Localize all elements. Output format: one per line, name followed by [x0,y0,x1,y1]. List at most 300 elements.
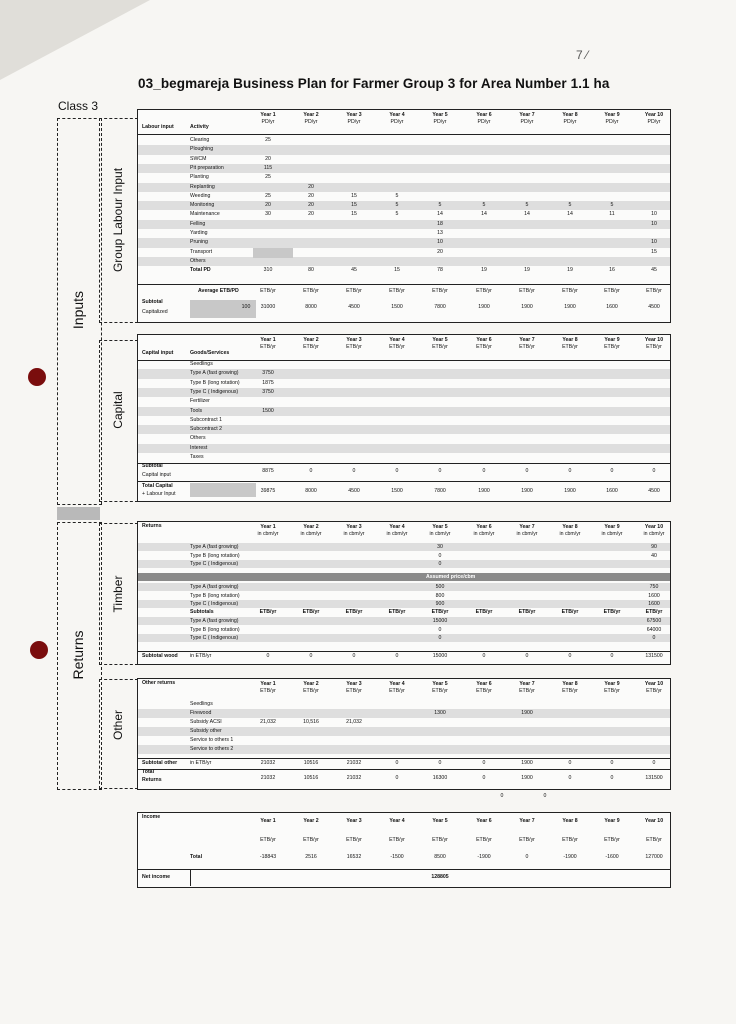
unit-header: ETB/yr [561,609,579,615]
year5-cell: 500 [435,584,445,590]
activity-label: Replanting [190,183,215,190]
unit-header: ETB/yr [260,688,276,694]
labour-row [138,173,670,182]
value-cell: 15 [651,248,657,255]
income-total-cell: 127000 [645,854,663,860]
other-row [138,727,670,736]
year-header: Year 3 [346,818,362,824]
unit-header: PD/yr [304,119,318,125]
unit-header: in cbm/yr [516,531,538,537]
subtotal-cell: 1900 [521,760,533,766]
year5-cell: 0 [438,561,442,567]
capital-row [138,379,670,388]
other-row [138,745,670,754]
subtotal-rule [138,463,670,464]
subtotal-cell: 0 [568,653,572,659]
labour-row [138,210,670,219]
timber-returns-table [137,521,671,665]
value-cell: 20 [265,202,271,209]
subtotal-wood-unit: in ETB/yr [190,653,212,659]
value-cell: 5 [610,202,614,209]
type-label: Type B (long rotation) [190,552,240,559]
total-cell: 1900 [478,488,490,494]
below-value: 0 [543,793,547,799]
goods-label: Taxes [190,454,204,460]
unit-header: ETB/yr [476,837,492,843]
punch-hole-bottom [30,641,48,659]
year-header: Year 9 [604,681,620,687]
labour-input-table [137,109,671,323]
inputs-label: Inputs [70,290,86,330]
value-cell: 19 [481,267,487,274]
year5-cell: 30 [437,544,443,550]
unit-header: ETB/yr [646,837,662,843]
year10-cell: 67500 [646,618,662,624]
subtotal-wood-label: Subtotal wood [142,653,178,659]
total-cell: 4500 [348,488,360,494]
unit-header: ETB/yr [388,609,406,615]
subtotal-cell: 0 [610,468,614,474]
unit-header: ETB/yr [260,837,276,843]
subtotal-cell: 0 [482,653,486,659]
year-header: Year 10 [644,524,664,530]
year-header: Year 7 [519,681,535,687]
unit-header: ETB/yr [432,688,448,694]
capital-subtotal-label-2: Capital input [142,472,171,478]
value-cell: 10 [651,220,657,227]
subtotal-cell: 0 [395,760,399,766]
year5-cell: 800 [435,592,445,599]
activity-label: Pruning [190,239,208,246]
subtotal-cell: 1900 [564,304,576,310]
income-table [137,812,671,888]
subtotal-cell: 0 [610,653,614,659]
capital-label: Capital [111,391,125,429]
activity-label: Weeding [190,192,211,199]
value-cell: 21,032 [260,719,276,725]
unit-header: in cbm/yr [257,531,279,537]
year-header: Year 2 [303,524,319,530]
page-fold [0,0,150,80]
subtotal-cell: 21032 [260,760,276,766]
year-header: Year 8 [562,112,578,118]
unit-header: ETB/yr [431,609,449,615]
income-total-cell: -1900 [563,854,577,860]
capitalized-label: Capitalized [142,309,168,315]
total-cell: 7800 [434,488,446,494]
goods-label: Seedlings [190,361,213,367]
goods-label: Type B (long rotation) [190,379,240,386]
value-cell: 30 [265,211,271,218]
subtotal-cell: 0 [395,468,399,474]
value-cell: 310 [263,267,273,274]
value-cell: 15 [394,267,400,274]
type-label: Type C ( Indigenous) [190,561,239,567]
unit-header: PD/yr [477,119,491,125]
value-cell: 20 [265,155,271,162]
goods-label: Others [190,435,206,442]
year10-cell: 40 [651,552,657,559]
value-cell: 5 [395,202,399,209]
income-total-cell: 16532 [346,854,362,860]
value-cell: 10 [651,239,657,246]
unit-header: in cbm/yr [643,531,665,537]
unit-header: ETB/yr [646,688,662,694]
capital-row [138,434,670,443]
value-cell: 25 [265,137,271,143]
subtotal-cell: 0 [352,468,356,474]
year-header: Year 1 [260,337,276,343]
value-cell: 14 [481,211,487,218]
year-header: Year 2 [303,818,319,824]
labour-row [138,257,670,266]
returns-heading: Returns [142,523,162,529]
subtotal-cell: 21032 [346,760,362,766]
activity-label: Maintenance [190,211,220,218]
year-header: Year 9 [604,818,620,824]
value-cell: 20 [437,248,443,255]
subtotal-label: Subtotal [142,299,163,305]
other-returns-heading: Other returns [142,680,176,686]
subtotal-cell: 31000 [260,304,276,310]
total-cell: 4500 [648,488,660,494]
value-cell: 15 [351,211,357,218]
value-cell: 20 [308,183,314,190]
other-label: Subsidy other [190,728,222,734]
timber-value-row [138,626,670,634]
value-cell: 11 [609,211,615,218]
year-header: Year 3 [346,112,362,118]
subtotal-cell: 0 [652,468,656,474]
unit-header: ETB/yr [562,288,578,294]
year-header: Year 8 [562,337,578,343]
unit-header: ETB/yr [303,344,319,350]
unit-header: ETB/yr [346,688,362,694]
total-cell: 1900 [521,775,533,781]
total-rule [138,769,670,770]
unit-header: ETB/yr [519,837,535,843]
labour-row [138,248,670,257]
subtotal-cell: 15000 [432,653,448,659]
other-row [138,718,670,727]
subtotal-cell: 8875 [262,468,274,474]
year-header: Year 10 [644,337,664,343]
unit-header: in cbm/yr [300,531,322,537]
total-cell: 16300 [432,775,448,781]
value-cell: 1875 [262,379,274,386]
unit-header: ETB/yr [389,837,405,843]
value-cell: 20 [308,211,314,218]
year-header: Year 1 [260,681,276,687]
total-cell: 21032 [260,775,276,781]
value-cell: 25 [265,174,271,181]
unit-header: ETB/yr [518,609,536,615]
income-total-cell: 8500 [434,854,446,860]
year-header: Year 4 [389,112,405,118]
subtotal-cell: 4500 [648,304,660,310]
value-cell: 25 [265,192,271,199]
total-cell: 1500 [391,488,403,494]
unit-header: in cbm/yr [473,531,495,537]
timber-price-row [138,583,670,591]
punch-hole-top [28,368,46,386]
year-header: Year 3 [346,681,362,687]
value-cell: 5 [438,202,442,209]
subtotal-cell: 0 [438,468,442,474]
unit-header: ETB/yr [476,288,492,294]
value-cell: 21,032 [346,719,362,725]
unit-header: ETB/yr [260,288,276,294]
unit-header: PD/yr [520,119,534,125]
year-header: Year 6 [476,112,492,118]
value-cell: 13 [437,230,443,236]
labour-row [138,192,670,201]
year-header: Year 10 [644,112,664,118]
other-label: Service to others 1 [190,737,234,743]
total-cell: 0 [610,775,614,781]
subtotal-cell: 0 [266,653,270,659]
income-total-cell: -18843 [259,854,277,860]
subtotal-other-label: Subtotal other [142,760,178,766]
activity-label: Total PD [190,267,211,274]
labour-input-heading: Labour input [142,124,174,130]
unit-header: PD/yr [390,119,404,125]
type-label: Type A (fast growing) [190,584,239,590]
value-cell: 5 [395,211,399,218]
year-header: Year 6 [476,524,492,530]
value-cell: 3750 [262,370,274,377]
timber-price-row [138,600,670,608]
value-cell: 15 [351,192,357,199]
unit-header: ETB/yr [476,688,492,694]
income-total-cell: -1600 [605,854,619,860]
subtotal-cell: 7800 [434,304,446,310]
year5-cell: 15000 [432,618,448,624]
capital-row [138,453,670,462]
handwritten-mark: 7 ⁄ [576,48,589,62]
value-cell: 1500 [262,407,274,414]
timber-volume-row [138,560,670,568]
goods-label: Subcontract 1 [190,416,223,423]
year-header: Year 6 [476,337,492,343]
subtotal-cell: 0 [309,653,313,659]
year-header: Year 8 [562,524,578,530]
activity-label: Felling [190,220,206,227]
unit-header: ETB/yr [646,288,662,294]
unit-header: ETB/yr [260,344,276,350]
group-labour-input-label: Group Labour Input [111,167,125,273]
capital-row [138,425,670,434]
below-value: 0 [500,793,504,799]
unit-header: ETB/yr [302,609,320,615]
subtotal-cell: 1900 [478,304,490,310]
income-total-cell: -1900 [477,854,491,860]
labour-row [138,183,670,192]
value-cell: 14 [437,211,443,218]
activity-label: Transport [190,248,213,255]
capital-row [138,444,670,453]
income-total-cell: 0 [525,854,529,860]
total-cell: 10516 [303,775,319,781]
goods-label: Fertilizer [190,398,210,405]
value-cell: 19 [567,267,573,274]
unit-header: ETB/yr [389,344,405,350]
subtotal-cell: 1500 [391,304,403,310]
labour-row [138,238,670,247]
subtotal-cell: 0 [482,760,486,766]
unit-header: in cbm/yr [343,531,365,537]
total-cell: 1900 [521,488,533,494]
unit-header: ETB/yr [346,837,362,843]
income-heading: Income [142,814,161,820]
total-shade [190,483,256,497]
year-header: Year 1 [260,524,276,530]
year-header: Year 6 [476,681,492,687]
labour-row [138,201,670,210]
avg-value: 100 [241,304,251,310]
total-cell: 0 [482,775,486,781]
value-cell: 45 [351,267,357,274]
total-cell: 1900 [564,488,576,494]
capital-input-table [137,334,671,502]
total-capital-label-2: + Labour Input [142,491,176,497]
year10-cell: 64000 [646,626,662,633]
value-cell: 5 [482,202,486,209]
value-cell: 10 [651,211,657,218]
unit-header: ETB/yr [562,344,578,350]
activity-label: Ploughing [190,146,214,153]
value-cell: 15 [351,202,357,209]
value-cell: 1900 [521,710,533,716]
year-header: Year 3 [346,524,362,530]
value-cell: 20 [308,192,314,199]
unit-header: ETB/yr [646,344,662,350]
capital-input-heading: Capital input [142,350,174,356]
subtotal-cell: 0 [395,653,399,659]
other-label: Service to others 2 [190,746,234,752]
subtotal-cell: 8000 [305,304,317,310]
other-row [138,700,670,709]
subtotal-cell: 0 [568,468,572,474]
year5-cell: 0 [438,626,442,633]
year-header: Year 9 [604,112,620,118]
total-returns-label: Total [142,769,155,775]
unit-header: ETB/yr [432,344,448,350]
goods-label: Type A (fast growing) [190,370,239,377]
value-cell: 5 [525,202,529,209]
value-cell: 14 [524,211,530,218]
subtotal-cell: 0 [652,760,656,766]
total-cell: 21032 [346,775,362,781]
income-total-cell: 2516 [305,854,317,860]
class-label: Class 3 [58,99,99,113]
value-cell: 14 [567,211,573,218]
subtotal-cell: 0 [352,653,356,659]
year-header: Year 1 [260,112,276,118]
other-label: Firewood [190,710,212,716]
total-cell: 1600 [606,488,618,494]
unit-header: ETB/yr [519,688,535,694]
other-label: Other [111,710,125,741]
capital-row [138,360,670,369]
year-header: Year 10 [644,681,664,687]
timber-volume-row [138,552,670,560]
unit-header: ETB/yr [345,609,363,615]
unit-header: PD/yr [605,119,619,125]
transport-shade [253,248,293,258]
other-returns-table [137,678,671,790]
subtotal-cell: 0 [482,468,486,474]
returns-label: Returns [70,630,86,680]
total-capital-label: Total Capital [142,483,173,489]
unit-header: PD/yr [261,119,275,125]
year-header: Year 2 [303,112,319,118]
year-header: Year 5 [432,681,448,687]
year5-cell: 0 [438,635,442,641]
unit-header: ETB/yr [519,288,535,294]
year5-cell: 900 [435,601,445,607]
year10-cell: 0 [652,635,656,641]
activity-heading: Activity [190,124,209,130]
separator-block [57,507,100,520]
unit-header: in cbm/yr [386,531,408,537]
value-cell: 16 [609,267,615,274]
subtotal-rule [138,284,670,285]
year-header: Year 4 [389,818,405,824]
unit-header: ETB/yr [346,288,362,294]
other-label: Seedlings [190,701,213,707]
capital-row [138,388,670,397]
labour-row [138,136,670,145]
net-income-label: Net income [142,874,170,880]
year-header: Year 7 [519,818,535,824]
total-cell: 8000 [305,488,317,494]
year-header: Year 5 [432,818,448,824]
goods-heading: Goods/Services [190,350,230,356]
value-cell: 78 [437,267,443,274]
year-header: Year 7 [519,524,535,530]
type-label: Type B (long rotation) [190,626,240,633]
year-header: Year 4 [389,681,405,687]
year-header: Year 9 [604,524,620,530]
income-total-label: Total [190,854,203,860]
assumed-price-bar [138,573,670,581]
year-header: Year 7 [519,337,535,343]
activity-label: Monitoring [190,202,215,209]
activity-label: Clearing [190,137,210,143]
other-row [138,709,670,718]
labour-row [138,229,670,238]
unit-header: ETB/yr [389,288,405,294]
total-cell: 39875 [260,488,276,494]
subtotal-cell: 0 [309,468,313,474]
unit-header: ETB/yr [604,688,620,694]
labour-row [138,220,670,229]
year5-cell: 0 [438,552,442,559]
type-label: Type A (fast growing) [190,618,239,624]
timber-volume-row [138,543,670,551]
total-cell: 0 [395,775,399,781]
year-header: Year 2 [303,337,319,343]
unit-header: PD/yr [347,119,361,125]
capital-row [138,416,670,425]
total-rule [138,481,670,482]
total-cell: 131500 [645,775,663,781]
subtotal-cell: 1900 [521,304,533,310]
unit-header: ETB/yr [432,837,448,843]
year10-cell: 750 [649,584,659,590]
unit-header: ETB/yr [303,288,319,294]
